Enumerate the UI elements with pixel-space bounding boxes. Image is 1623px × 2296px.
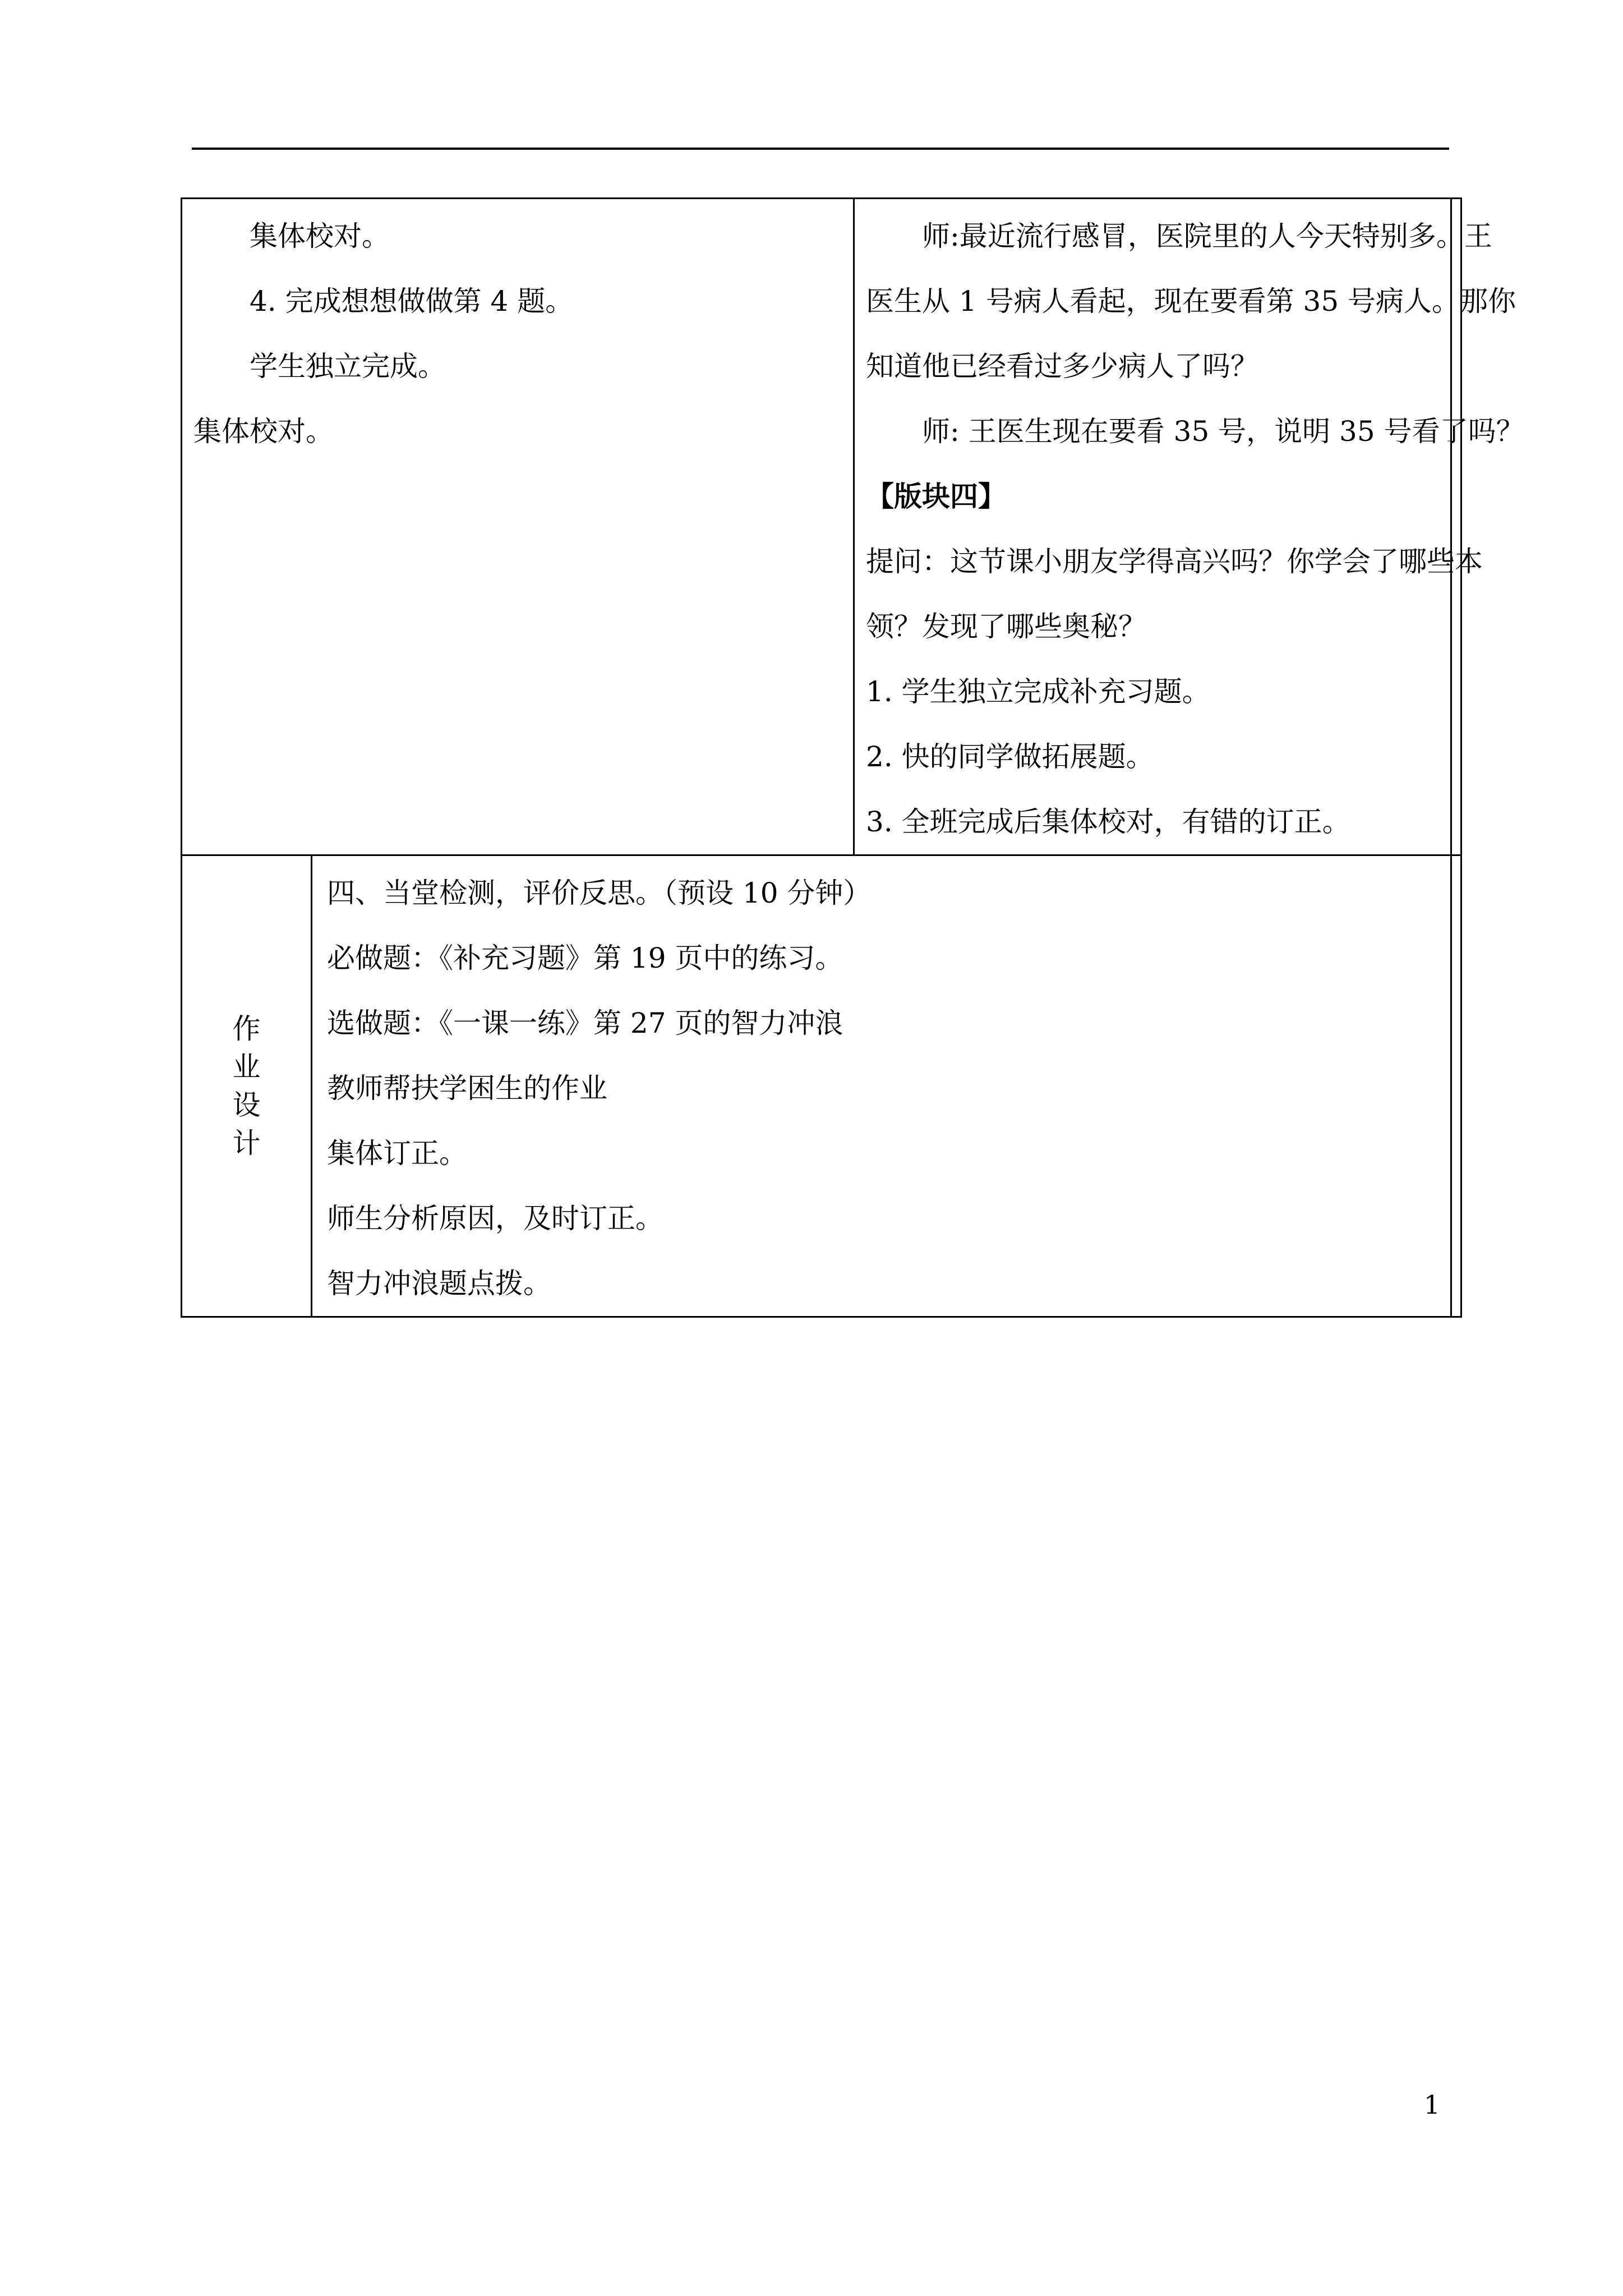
- page-number: 1: [1423, 2090, 1440, 2120]
- activity-cell: [182, 199, 854, 855]
- teacher-line: 师: 王医生现在要看 35 号，说明 35 号看了吗？: [922, 415, 1524, 448]
- homework-label: [182, 1010, 311, 1162]
- lesson-plan-table: [181, 197, 1524, 1318]
- label-char: 计: [232, 1127, 261, 1159]
- teacher-line: 师:最近流行感冒，医院里的人今天特别多。王: [922, 220, 1492, 252]
- homework-line: 必做题：《补充习题》第 19 页中的练习。: [327, 942, 843, 974]
- teacher-cell: [854, 199, 1524, 855]
- empty-cell: [1451, 855, 1461, 1317]
- teacher-line: 3. 全班完成后集体校对，有错的订正。: [866, 806, 1350, 838]
- homework-line: 选做题：《一课一练》第 27 页的智力冲浪: [327, 1007, 843, 1039]
- activity-line: 集体校对。: [250, 220, 390, 252]
- teacher-line: 提问：这节课小朋友学得高兴吗？你学会了哪些本: [866, 545, 1483, 578]
- label-char: 作: [232, 1013, 261, 1045]
- teacher-line: 1. 学生独立完成补充习题。: [866, 675, 1210, 708]
- teacher-line: 知道他已经看过多少病人了吗？: [866, 350, 1259, 383]
- homework-line: 教师帮扶学困生的作业: [327, 1072, 607, 1105]
- homework-content-cell: [312, 855, 1451, 1317]
- homework-line: 智力冲浪题点拨。: [327, 1267, 551, 1300]
- activity-line: 4. 完成想想做做第 4 题。: [250, 285, 574, 318]
- table-row: [182, 855, 1461, 1317]
- homework-label-cell: [182, 855, 312, 1317]
- homework-line: 四、当堂检测，评价反思。（预设 10 分钟）: [327, 877, 872, 909]
- teacher-line: 领？发现了哪些奥秘？: [866, 610, 1147, 643]
- teacher-line: 医生从 1 号病人看起，现在要看第 35 号病人。那你: [866, 285, 1516, 318]
- header-rule: [192, 148, 1449, 150]
- homework-line: 师生分析原因，及时订正。: [327, 1202, 663, 1235]
- section-heading: 【版块四】: [866, 480, 1007, 513]
- label-char: 业: [232, 1051, 261, 1083]
- activity-line: 学生独立完成。: [250, 350, 446, 383]
- homework-line: 集体订正。: [327, 1137, 467, 1170]
- table-row: [182, 199, 1461, 855]
- activity-line: 集体校对。: [193, 415, 334, 448]
- label-char: 设: [232, 1089, 261, 1121]
- teacher-line: 2. 快的同学做拓展题。: [866, 740, 1154, 773]
